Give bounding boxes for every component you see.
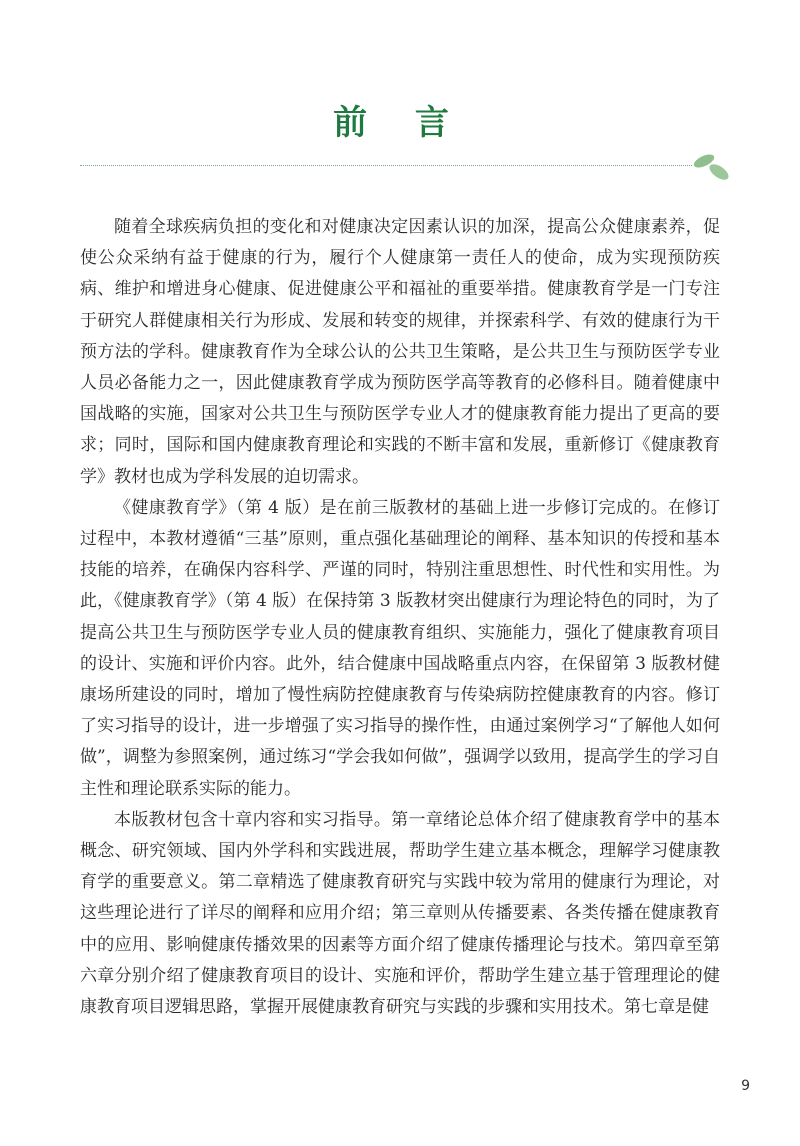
paragraph-3: 本版教材包含十章内容和实习指导。第一章绪论总体介绍了健康教育学中的基本概念、研究领域、国内外学科和实践进展，帮助学生建立基本概念，理解学习健康教育学的重要意义。第二章精选了健康教育研究与实践中较为常用的健康行为理论，对这些理论进行了详尽的阐释和应用介绍；第三章则从传播要素、各类传播在健康教育中的应用、影响健康传播效果的因素等方面介绍了健康传播理论与技术。第四章至第六章分别介绍了健康教育项目的设计、实施和评价，帮助学生建立基于管理理论的健康教育项目逻辑思路，掌握开展健康教育研究与实践的步骤和实用技术。第七章是健 <box>80 809 720 1018</box>
dotted-divider <box>80 165 692 166</box>
leaf-icon <box>690 150 734 184</box>
page-title: 前 言 <box>333 103 467 143</box>
page-number: 9 <box>741 1078 750 1094</box>
preface-body <box>80 212 720 1023</box>
paragraph-1: 随着全球疾病负担的变化和对健康决定因素认识的加深，提高公众健康素养，促使公众采纳有益于健康的行为，履行个人健康第一责任人的使命，成为实现预防疾病、维护和增进身心健康、促进健康公平和福祉的重要举措。健康教育学是一门专注于研究人群健康相关行为形成、发展和转变的规律，并探索科学、有效的健康行为干预方法的学科。健康教育作为全球公认的公共卫生策略，是公共卫生与预防医学专业人员必备能力之一，因此健康教育学成为预防医学高等教育的必修科目。随着健康中国战略的实施，国家对公共卫生与预防医学专业人才的健康教育能力提出了更高的要求；同时，国际和国内健康教育理论和实践的不断丰富和发展，重新修订《健康教育学》教材也成为学科发展的迫切需求。 <box>80 217 720 487</box>
paragraph-2: 《健康教育学》（第 4 版）是在前三版教材的基础上进一步修订完成的。在修订过程中，本教材遵循“三基”原则，重点强化基础理论的阐释、基本知识的传授和基本技能的培养，在确保内容科学、严谨的同时，特别注重思想性、时代性和实用性。为此，《健康教育学》（第 4 版）在保持第 3 版教材突出健康行为理论特色的同时，为了提高公共卫生与预防医学专业人员的健康教育组织、实施能力，强化了健康教育项目的设计、实施和评价内容。此外，结合健康中国战略重点内容，在保留第 3 版教材健康场所建设的同时，增加了慢性病防控健康教育与传染病防控健康教育的内容。修订了实习指导的设计，进一步增强了实习指导的操作性，由通过案例学习“了解他人如何做”，调整为参照案例，通过练习“学会我如何做”，强调学以致用，提高学生的学习自主性和理论联系实际的能力。 <box>80 497 720 799</box>
